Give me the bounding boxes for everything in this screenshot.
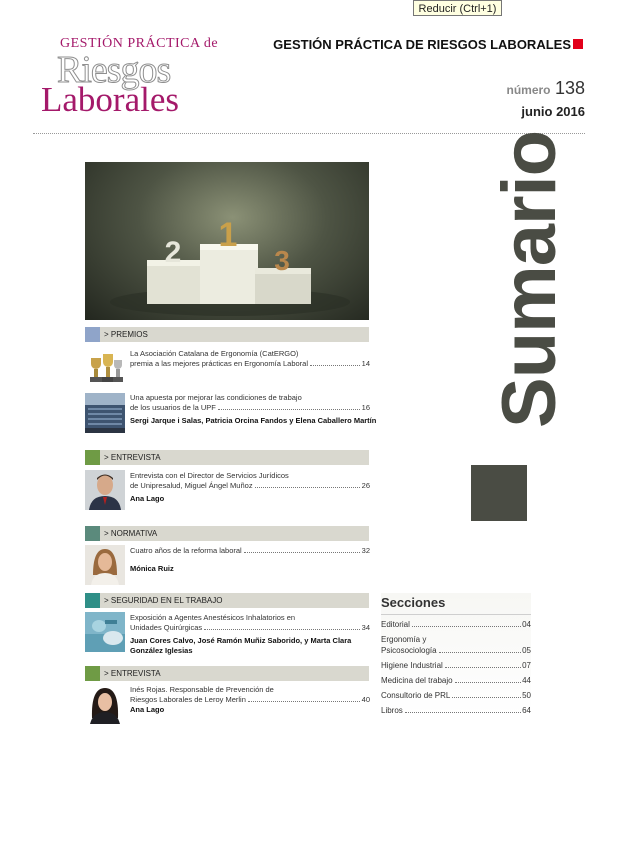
secciones-item-label: Editorial xyxy=(381,620,410,629)
entry-title-line: premia a las mejores prácticas en Ergonomía Laboral xyxy=(130,359,309,368)
secciones-item-ergonomia[interactable] xyxy=(381,634,531,656)
secciones-item-consultorio[interactable] xyxy=(381,690,531,701)
secciones-title: Secciones xyxy=(381,593,531,615)
entry-reforma-laboral[interactable] xyxy=(130,546,370,574)
issue-date: junio 2016 xyxy=(521,104,585,119)
secciones-item-medicina[interactable] xyxy=(381,675,531,686)
logo-riesgos: Riesgos xyxy=(57,49,171,91)
entry-author: Mónica Ruiz xyxy=(130,564,174,573)
entry-title-line: Cuatro años de la reforma laboral xyxy=(130,546,242,555)
entry-interview-leroy-merlin[interactable] xyxy=(130,685,370,715)
section-label: > ENTREVISTA xyxy=(104,669,161,678)
section-label: > SEGURIDAD EN EL TRABAJO xyxy=(104,596,223,605)
entry-catergo[interactable] xyxy=(130,349,370,369)
surgery-thumbnail xyxy=(85,612,125,652)
section-label: > ENTREVISTA xyxy=(104,453,161,462)
section-swatch xyxy=(85,526,100,541)
logo-subtitle: GESTIÓN PRÁCTICA de xyxy=(60,36,219,51)
section-bar-premios xyxy=(85,327,369,342)
entry-title-line: Una apuesta por mejorar las condiciones de trabajo xyxy=(130,393,302,402)
red-square-mark xyxy=(573,39,583,49)
secciones-item-label: Consultorio de PRL xyxy=(381,691,451,700)
secciones-item-page: 07 xyxy=(522,661,531,670)
portrait-thumbnail xyxy=(85,470,125,510)
section-bar-normativa xyxy=(85,526,369,541)
entry-page: 16 xyxy=(361,403,370,412)
entry-author: Ana Lago xyxy=(130,705,165,714)
portrait-thumbnail xyxy=(85,545,125,585)
entry-title-line: Unidades Quirúrgicas xyxy=(130,623,203,632)
section-bar-seguridad xyxy=(85,593,369,608)
section-swatch xyxy=(85,327,100,342)
entry-page: 32 xyxy=(361,546,370,555)
entry-author: Ana Lago xyxy=(130,494,165,503)
entry-title-line: Exposición a Agentes Anestésicos Inhalatorios en xyxy=(130,613,296,622)
trophies-thumbnail xyxy=(85,348,125,388)
secciones-item-label: Medicina del trabajo xyxy=(381,676,453,685)
entry-title-line: Riesgos Laborales de Leroy Merlin xyxy=(130,695,246,704)
secciones-item-editorial[interactable] xyxy=(381,619,531,630)
entry-interview-unipresalud[interactable] xyxy=(130,471,370,504)
secciones-item-higiene[interactable] xyxy=(381,660,531,671)
podium-illustration xyxy=(85,162,369,320)
entry-author: Sergi Jarque i Salas, Patricia Orcina Fandos y Elena Caballero Martín xyxy=(130,416,377,425)
entry-title-line: Inés Rojas. Responsable de Prevención de xyxy=(130,685,274,694)
entry-page: 26 xyxy=(361,481,370,490)
issue-label: número xyxy=(506,83,551,97)
secciones-item-page: 50 xyxy=(522,691,531,700)
entry-upf[interactable] xyxy=(130,393,377,426)
building-thumbnail xyxy=(85,393,125,433)
secciones-item-label: Libros xyxy=(381,706,403,715)
secciones-box xyxy=(381,593,531,716)
magazine-logo xyxy=(33,28,219,119)
sumario-title: Sumario xyxy=(487,130,572,428)
secciones-item-page: 44 xyxy=(522,676,531,685)
entry-page: 14 xyxy=(361,359,370,368)
secciones-item-page: 04 xyxy=(522,620,531,629)
secciones-item-label: Ergonomía y xyxy=(381,635,427,644)
secciones-item-label: Psicosociología xyxy=(381,646,437,655)
entry-author: Juan Cores Calvo, José Ramón Muñiz Saborido, y Marta Clara González Iglesias xyxy=(130,636,352,655)
podium-third: 3 xyxy=(274,245,290,276)
secciones-item-label: Higiene Industrial xyxy=(381,661,443,670)
entry-agentes-anestesicos[interactable] xyxy=(130,613,370,656)
section-label: > NORMATIVA xyxy=(104,529,158,538)
section-label: > PREMIOS xyxy=(104,330,148,339)
entry-title-line: Entrevista con el Director de Servicios Jurídicos xyxy=(130,471,289,480)
logo-laborales: Laborales xyxy=(41,80,179,119)
secciones-item-libros[interactable] xyxy=(381,705,531,716)
entry-page: 40 xyxy=(361,695,370,704)
secciones-item-page: 05 xyxy=(522,646,531,655)
section-swatch xyxy=(85,666,100,681)
hero-podium-image xyxy=(85,162,369,320)
publication-title: GESTIÓN PRÁCTICA DE RIESGOS LABORALES xyxy=(273,37,571,52)
entry-title-line: de Unipresalud, Miguel Ángel Muñoz xyxy=(130,481,253,490)
section-swatch xyxy=(85,593,100,608)
portrait-thumbnail xyxy=(85,684,125,724)
entry-title-line: de los usuarios de la UPF xyxy=(130,403,216,412)
entry-title-line: La Asociación Catalana de Ergonomía (CatERGO) xyxy=(130,349,299,358)
entry-page: 34 xyxy=(361,623,370,632)
section-bar-entrevista xyxy=(85,450,369,465)
issue-number-value: 138 xyxy=(554,78,585,98)
podium-first: 1 xyxy=(218,216,238,254)
sumario-block xyxy=(471,465,527,521)
secciones-item-page: 64 xyxy=(522,706,531,715)
issue-number xyxy=(506,78,585,99)
section-bar-entrevista-2 xyxy=(85,666,369,681)
podium-second: 2 xyxy=(164,236,182,269)
tooltip: Reducir (Ctrl+1) xyxy=(413,0,502,16)
section-swatch xyxy=(85,450,100,465)
